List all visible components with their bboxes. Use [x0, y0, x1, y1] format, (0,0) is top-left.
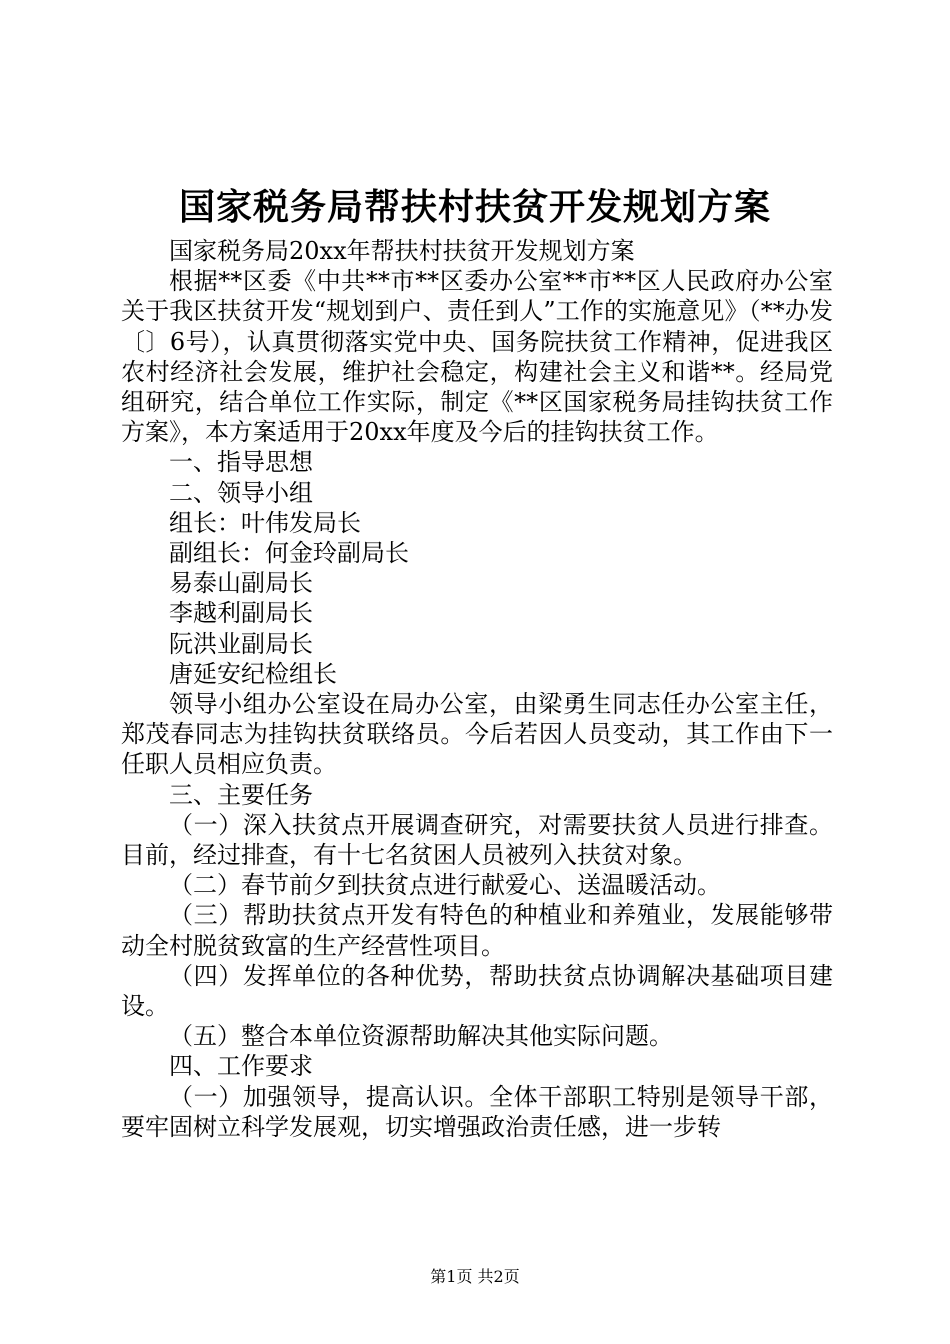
task-item: （五）整合本单位资源帮助解决其他实际问题。	[169, 1022, 673, 1051]
paragraph-office: 领导小组办公室设在局办公室，由梁勇生同志任办公室主任，郑茂春同志为挂钩扶贫联络员。今后若因人员变动，其工作由下一任职人员相应负责。	[121, 690, 833, 779]
task-item: （三）帮助扶贫点开发有特色的种植业和养殖业，发展能够带动全村脱贫致富的生产经营性项目。	[121, 901, 833, 960]
member-line: 阮洪业副局长	[169, 629, 313, 658]
task-item: （二）春节前夕到扶贫点进行献爱心、送温暖活动。	[169, 871, 721, 900]
member-line: 易泰山副局长	[169, 569, 313, 598]
task-item: （四）发挥单位的各种优势，帮助扶贫点协调解决基础项目建设。	[121, 961, 833, 1021]
task-item: （一）深入扶贫点开展调查研究，对需要扶贫人员进行排查。目前，经过排查，有十七名贫困人员被列入扶贫对象。	[121, 810, 833, 870]
page-footer: 第1页 共2页	[430, 1267, 520, 1286]
section-heading-main-tasks: 三、主要任务	[169, 780, 313, 809]
paragraph-intro: 根据**区委《中共**市**区委办公室**市**区人民政府办公室关于我区扶贫开发“规划到户、责任到人”工作的实施意见》（**办发〔〕6号），认真贯彻落实党中央、国务院扶贫工作精神，促进我区农村经济社会发展，维护社会稳定，构建社会主义和谐**。经局党组研究，结合单位工作实际，制定《**区国家税务局挂钩扶贫工作方案》，本方案适用于20xx年度及今后的挂钩扶贫工作。	[121, 267, 833, 447]
paragraph-subtitle: 国家税务局20xx年帮扶村扶贫开发规划方案	[169, 237, 635, 265]
requirement-item: （一）加强领导，提高认识。全体干部职工特别是领导干部，要牢固树立科学发展观，切实增强政治责任感，进一步转	[121, 1082, 833, 1141]
section-heading-work-requirements: 四、工作要求	[169, 1052, 313, 1081]
member-line: 唐延安纪检组长	[169, 659, 337, 688]
document-title: 国家税务局帮扶村扶贫开发规划方案	[178, 186, 771, 228]
leader-line: 组长：叶伟发局长	[169, 508, 361, 537]
document-body	[121, 236, 833, 1142]
section-heading-leadership-group: 二、领导小组	[169, 478, 313, 507]
deputy-leader-line: 副组长：何金玲副局长	[169, 539, 409, 568]
member-line: 李越利副局长	[169, 599, 313, 628]
section-heading-guiding-thought: 一、指导思想	[169, 448, 313, 477]
